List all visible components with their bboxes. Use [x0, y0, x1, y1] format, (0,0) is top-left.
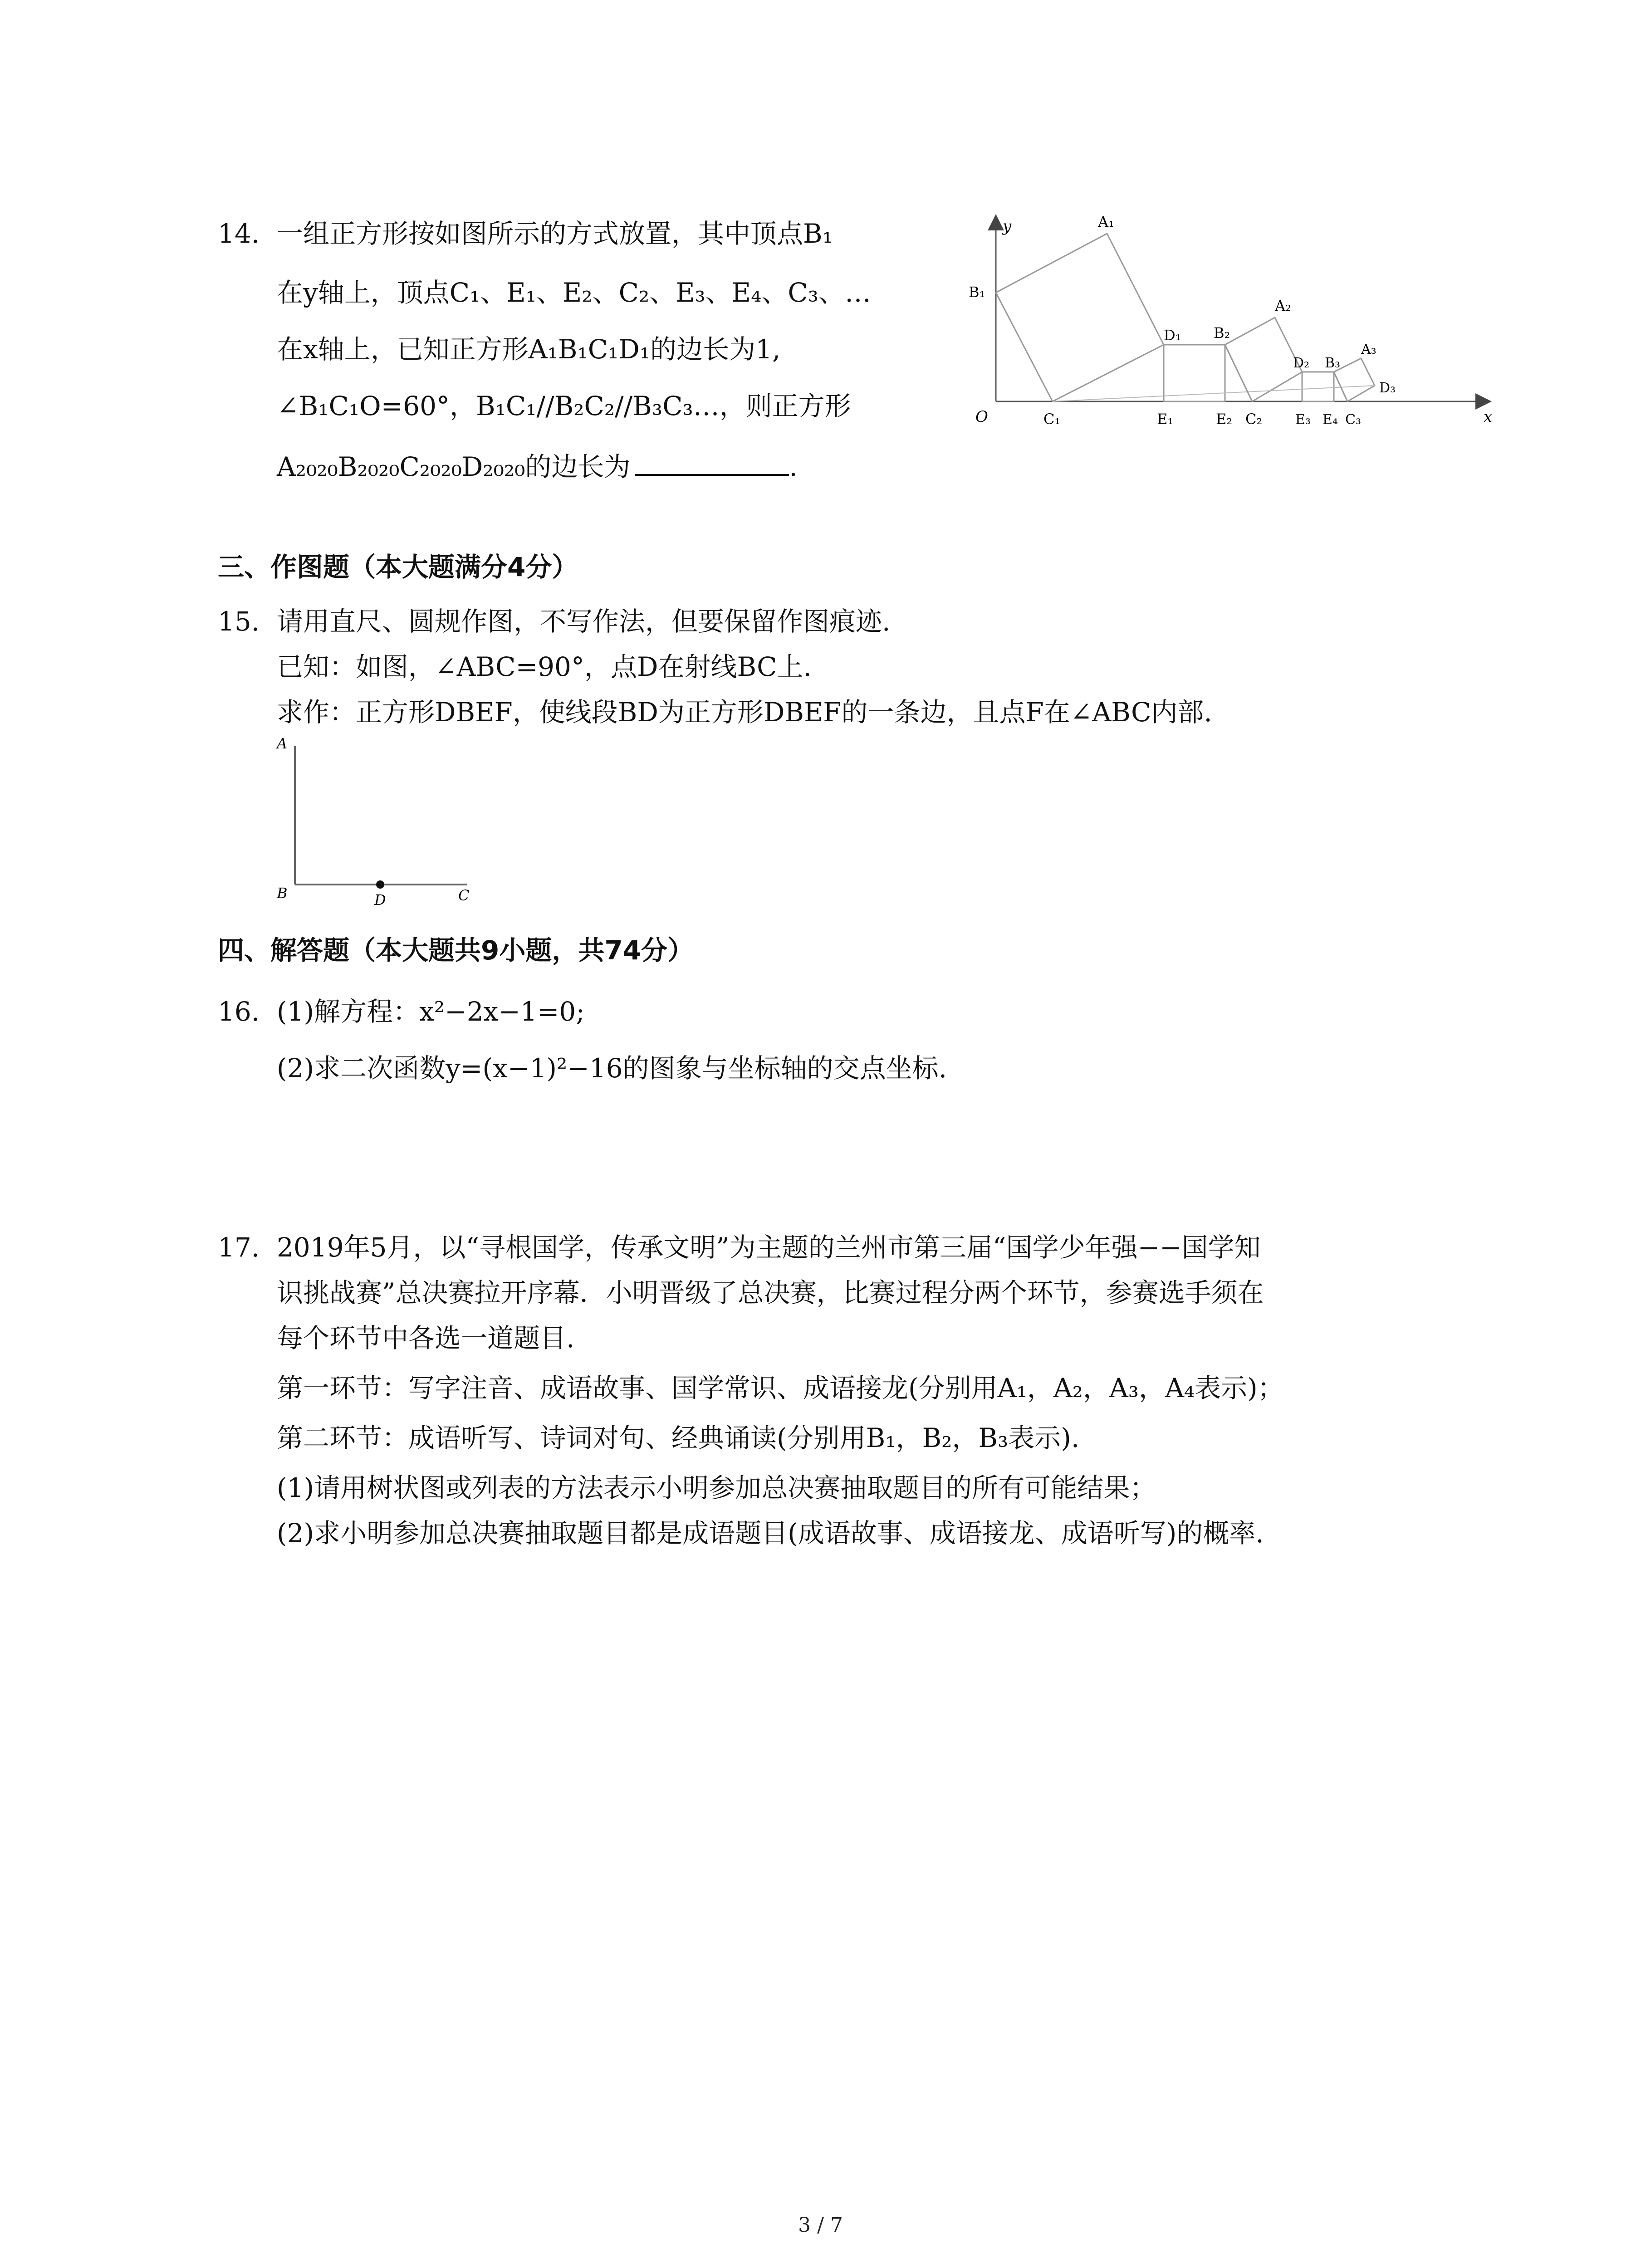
q15-line-3: 求作：正方形DBEF，使线段BD为正方形DBEF的一条边，且点F在∠ABC内部. [277, 697, 1212, 728]
label-E4: E₄ [1323, 412, 1338, 428]
label-O: O [975, 408, 988, 426]
q16-line-2: (2)求二次函数y=(x−1)²−16的图象与坐标轴的交点坐标. [277, 1053, 947, 1084]
label-C2: C₂ [1245, 411, 1263, 428]
label-C1: C₁ [1043, 411, 1061, 428]
label-D3: D₃ [1379, 380, 1396, 396]
label-B2: B₂ [1214, 324, 1230, 342]
q15-line-2: 已知：如图，∠ABC=90°，点D在射线BC上. [277, 651, 812, 682]
q17-line-7: (2)求小明参加总决赛抽取题目都是成语题目(成语故事、成语接龙、成语听写)的概率. [277, 1518, 1264, 1549]
label-C: C [458, 887, 470, 904]
q17-line-5: 第二环节：成语听写、诗词对句、经典诵读(分别用B₁，B₂，B₃表示). [277, 1422, 1080, 1453]
label-C3: C₃ [1345, 412, 1361, 428]
label-B3: B₃ [1325, 355, 1341, 371]
label-B1: B₁ [969, 284, 985, 301]
q16-number: 16. [218, 996, 260, 1027]
page-number: 3 / 7 [798, 2214, 843, 2237]
square-1 [996, 234, 1164, 401]
label-E1: E₁ [1157, 411, 1174, 428]
q16-line-1: (1)解方程：x²−2x−1=0; [277, 996, 585, 1027]
square-4 [1302, 372, 1334, 401]
q17-line-4: 第一环节：写字注音、成语故事、国学常识、成语接龙(分别用A₁，A₂，A₃，A₄表示)； [277, 1373, 1284, 1403]
q14-line-4: ∠B₁C₁O=60°，B₁C₁//B₂C₂//B₃C₃…，则正方形 [277, 391, 851, 421]
point-D [376, 880, 384, 889]
q14-line-1: 一组正方形按如图所示的方式放置，其中顶点B₁ [277, 218, 833, 249]
label-E3: E₃ [1295, 412, 1311, 428]
aux-line-1 [1053, 386, 1375, 401]
label-A: A [277, 735, 288, 752]
label-B: B [277, 885, 288, 902]
label-y: y [1003, 217, 1012, 235]
label-A1: A₁ [1098, 213, 1114, 230]
label-E2: E₂ [1216, 411, 1233, 428]
q14-line-5-text: A₂₀₂₀B₂₀₂₀C₂₀₂₀D₂₀₂₀的边长为 [277, 451, 631, 482]
q15-angle-figure [268, 730, 495, 912]
q17-line-2: 识挑战赛”总决赛拉开序幕．小明晋级了总决赛，比赛过程分两个环节，参赛选手须在 [277, 1277, 1264, 1308]
q14-line-3: 在x轴上，已知正方形A₁B₁C₁D₁的边长为1, [277, 334, 781, 365]
section4-heading: 四、解答题（本大题共9小题，共74分） [218, 935, 694, 966]
square-3 [1225, 318, 1302, 401]
label-D2: D₂ [1293, 355, 1310, 371]
q14-blank-end: . [789, 451, 798, 482]
q14-number: 14. [218, 218, 260, 249]
q15-number: 15. [218, 606, 260, 637]
label-A2: A₂ [1275, 297, 1291, 314]
q17-line-1: 2019年5月，以“寻根国学，传承文明”为主题的兰州市第三届“国学少年强−−国学知 [277, 1232, 1261, 1263]
answer-blank[interactable] [635, 447, 789, 476]
q14-line-5 [277, 447, 798, 485]
label-x: x [1484, 408, 1493, 426]
q17-number: 17. [218, 1232, 260, 1263]
label-D1: D₁ [1164, 327, 1181, 344]
q17-line-3: 每个环节中各选一道题目. [277, 1323, 575, 1354]
label-A3: A₃ [1361, 342, 1376, 357]
square-2 [1164, 345, 1225, 401]
q15-line-1: 请用直尺、圆规作图，不写作法，但要保留作图痕迹. [277, 606, 891, 637]
q14-squares-figure [962, 209, 1506, 445]
section3-heading: 三、作图题（本大题满分4分） [218, 552, 578, 582]
q14-line-2: 在y轴上，顶点C₁、E₁、E₂、C₂、E₃、E₄、C₃、… [277, 277, 872, 308]
label-D: D [374, 891, 386, 909]
q17-line-6: (1)请用树状图或列表的方法表示小明参加总决赛抽取题目的所有可能结果； [277, 1472, 1156, 1503]
